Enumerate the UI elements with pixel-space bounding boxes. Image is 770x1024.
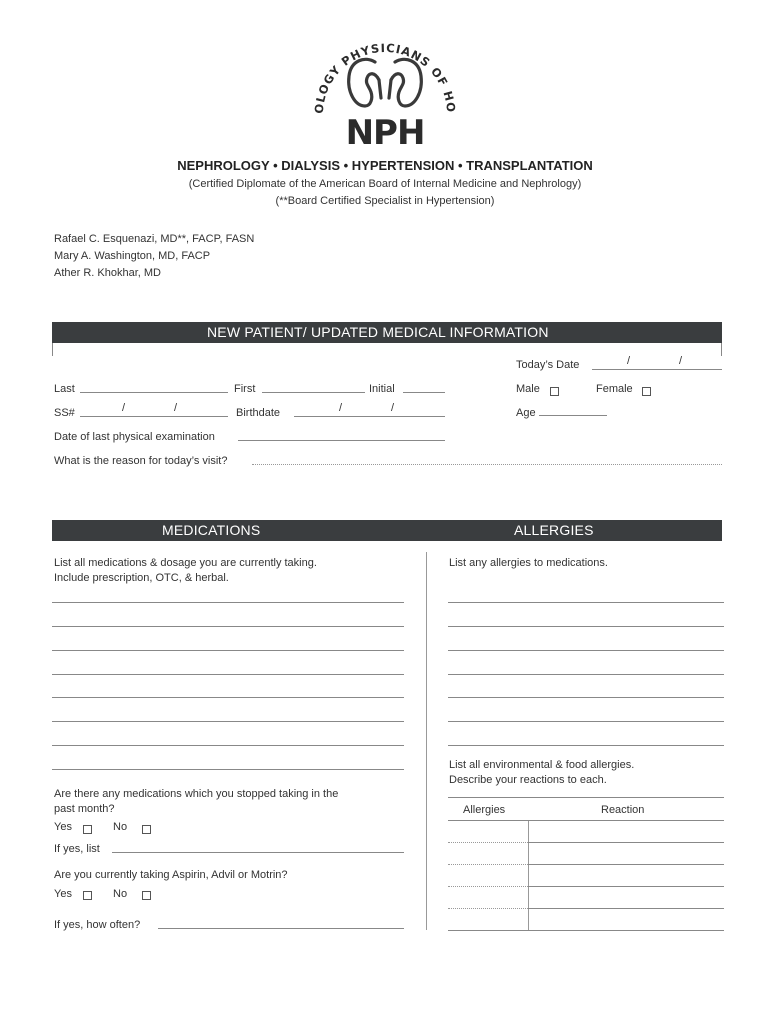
patient-section-title: NEW PATIENT/ UPDATED MEDICAL INFORMATION [207, 324, 549, 340]
medications-title: MEDICATIONS [162, 522, 261, 538]
env-allergies-prompt-1: List all environmental & food allergies. [449, 759, 635, 771]
logo-acronym: NPH [345, 113, 425, 153]
allergy-line[interactable] [448, 674, 724, 675]
logo-graphic [295, 14, 475, 154]
doctor-1: Rafael C. Esquenazi, MD**, FACP, FASN [54, 233, 255, 245]
date-slash: / [627, 355, 631, 367]
date-slash: / [679, 355, 683, 367]
medication-line[interactable] [52, 602, 404, 603]
how-often-field[interactable] [158, 928, 404, 929]
medication-line[interactable] [52, 721, 404, 722]
column-divider [426, 552, 427, 930]
certification-line: (Certified Diplomate of the American Board of Internal Medicine and Nephrology) [188, 178, 582, 190]
aspirin-no-label: No [113, 888, 128, 900]
allergy-line[interactable] [448, 650, 724, 651]
ssn-field[interactable] [80, 416, 228, 417]
male-label: Male [516, 383, 540, 395]
female-label: Female [596, 383, 633, 395]
todays-date-field[interactable] [592, 369, 722, 370]
meds-allergies-header [52, 520, 722, 541]
stopped-meds-question-1: Are there any medications which you stopped taking in the [54, 788, 339, 800]
allergies-title: ALLERGIES [514, 522, 594, 538]
table-row[interactable] [448, 842, 528, 843]
table-row[interactable] [448, 908, 528, 909]
svg-text:NEPHROLOGY PHYSICIANS OF HOUST [295, 14, 458, 114]
medication-line[interactable] [52, 745, 404, 746]
last-name-field[interactable] [80, 392, 228, 393]
allergy-line[interactable] [448, 602, 724, 603]
allergy-table-divider [528, 820, 529, 930]
ssn-slash: / [122, 402, 126, 414]
table-row[interactable] [448, 930, 724, 931]
specialties-line: NEPHROLOGY • DIALYSIS • HYPERTENSION • TRANSPLANTATION [177, 158, 593, 173]
stopped-yes-label: Yes [54, 821, 72, 833]
aspirin-yes-checkbox[interactable] [83, 891, 92, 900]
aspirin-question: Are you currently taking Aspirin, Advil or Motrin? [54, 869, 288, 881]
birthdate-slash: / [391, 402, 395, 414]
section-border-left [52, 343, 53, 356]
table-row[interactable] [528, 908, 724, 909]
doctor-3: Ather R. Khokhar, MD [54, 267, 161, 279]
aspirin-yes-label: Yes [54, 888, 72, 900]
env-allergies-prompt-2: Describe your reactions to each. [449, 774, 607, 786]
allergy-line[interactable] [448, 745, 724, 746]
medications-prompt-2: Include prescription, OTC, & herbal. [54, 572, 229, 584]
allergy-line[interactable] [448, 721, 724, 722]
allergies-column-header: Allergies [463, 804, 506, 816]
reaction-column-header: Reaction [601, 804, 645, 816]
table-row[interactable] [448, 864, 528, 865]
allergy-table-top [448, 797, 724, 798]
medications-prompt-1: List all medications & dosage you are currently taking. [54, 557, 317, 569]
stopped-no-label: No [113, 821, 128, 833]
med-allergies-prompt: List any allergies to medications. [449, 557, 608, 569]
aspirin-no-checkbox[interactable] [142, 891, 151, 900]
birthdate-slash: / [339, 402, 343, 414]
birthdate-label: Birthdate [236, 407, 281, 419]
table-row[interactable] [448, 820, 724, 821]
last-physical-label: Date of last physical examination [54, 431, 215, 443]
logo [295, 14, 475, 154]
board-line: (**Board Certified Specialist in Hypertension) [275, 195, 495, 207]
doctor-2: Mary A. Washington, MD, FACP [54, 250, 211, 262]
medication-line[interactable] [52, 650, 404, 651]
medication-line[interactable] [52, 769, 404, 770]
female-checkbox[interactable] [642, 387, 651, 396]
age-label: Age [516, 407, 536, 419]
table-row[interactable] [528, 886, 724, 887]
male-checkbox[interactable] [550, 387, 559, 396]
section-border-right [721, 343, 722, 356]
how-often-label: If yes, how often? [54, 919, 141, 931]
age-field[interactable] [539, 415, 607, 416]
if-yes-list-field[interactable] [112, 852, 404, 853]
allergy-line[interactable] [448, 697, 724, 698]
table-row[interactable] [528, 842, 724, 843]
allergy-line[interactable] [448, 626, 724, 627]
first-name-label: First [234, 383, 256, 395]
stopped-meds-question-2: past month? [54, 803, 115, 815]
logo-arc-text: OLOGY PHYSICIANS OF HO [311, 40, 459, 115]
visit-reason-label: What is the reason for today’s visit? [54, 455, 228, 467]
birthdate-field[interactable] [294, 416, 445, 417]
medication-line[interactable] [52, 626, 404, 627]
initial-label: Initial [369, 383, 395, 395]
last-physical-field[interactable] [238, 440, 445, 441]
table-row[interactable] [448, 886, 528, 887]
last-name-label: Last [54, 383, 75, 395]
if-yes-list-label: If yes, list [54, 843, 100, 855]
medication-line[interactable] [52, 697, 404, 698]
patient-section-header [52, 322, 722, 343]
visit-reason-field[interactable] [252, 464, 722, 465]
stopped-yes-checkbox[interactable] [83, 825, 92, 834]
table-row[interactable] [528, 864, 724, 865]
todays-date-label: Today’s Date [516, 359, 580, 371]
initial-field[interactable] [403, 392, 445, 393]
ssn-slash: / [174, 402, 178, 414]
kidneys-icon [349, 59, 422, 106]
ssn-label: SS# [54, 407, 75, 419]
medication-line[interactable] [52, 674, 404, 675]
stopped-no-checkbox[interactable] [142, 825, 151, 834]
first-name-field[interactable] [262, 392, 365, 393]
